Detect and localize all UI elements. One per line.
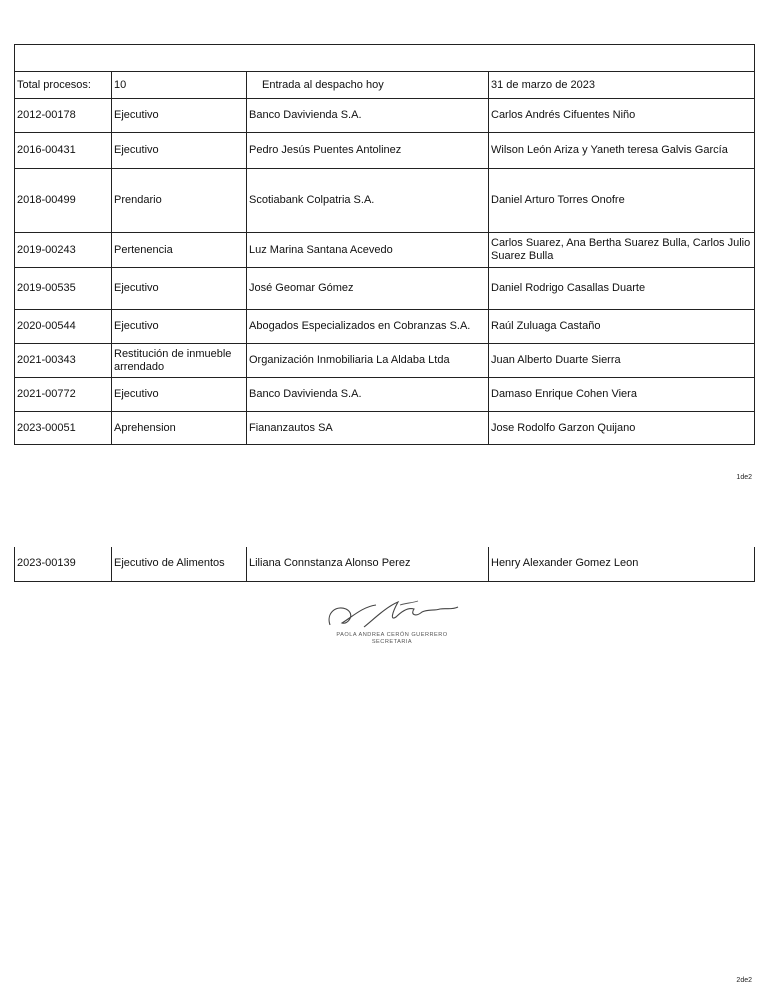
cell-clase: Pertenencia: [112, 233, 247, 268]
table-row: [15, 344, 755, 378]
cell-demandante: Banco Davivienda S.A.: [247, 99, 489, 133]
cell-clase: Ejecutivo: [112, 133, 247, 169]
cell-demandante: Organización Inmobiliaria La Aldaba Ltda: [247, 344, 489, 378]
total-label: Total procesos:: [15, 72, 112, 99]
cell-demandado: Henry Alexander Gomez Leon: [489, 547, 755, 581]
cell-clase: Prendario: [112, 169, 247, 233]
page-number: 2de2: [736, 977, 752, 984]
cell-demandante: Pedro Jesús Puentes Antolinez: [247, 133, 489, 169]
table-row: [15, 233, 755, 268]
cell-demandante: Banco Davivienda S.A.: [247, 378, 489, 412]
cell-demandado: Jose Rodolfo Garzon Quijano: [489, 412, 755, 445]
cell-radicado: 2020-00544: [15, 310, 112, 344]
cell-demandado: Wilson León Ariza y Yaneth teresa Galvis García: [489, 133, 755, 169]
summary-row: [15, 72, 755, 99]
cell-radicado: 2019-00535: [15, 268, 112, 310]
table-row: [15, 133, 755, 169]
cell-demandante: Fiananzautos SA: [247, 412, 489, 445]
cell-clase: Ejecutivo: [112, 99, 247, 133]
cell-clase: Ejecutivo de Alimentos: [112, 547, 247, 581]
cell-demandado: Daniel Arturo Torres Onofre: [489, 169, 755, 233]
cell-clase: Ejecutivo: [112, 310, 247, 344]
table-row: [15, 169, 755, 233]
table-title-row: [15, 45, 755, 72]
cell-clase: Restitución de inmueble arrendado: [112, 344, 247, 378]
table-row: [15, 547, 755, 581]
total-value: 10: [112, 72, 247, 99]
signature-role: SECRETARIA: [371, 639, 413, 645]
signature-block: [302, 597, 482, 649]
table-row: [15, 412, 755, 445]
cell-demandante: Scotiabank Colpatria S.A.: [247, 169, 489, 233]
cell-demandante: Luz Marina Santana Acevedo: [247, 233, 489, 268]
handwritten-signature-icon: [302, 597, 482, 631]
table-row: [15, 378, 755, 412]
cell-radicado: 2016-00431: [15, 133, 112, 169]
cell-demandado: Raúl Zuluaga Castaño: [489, 310, 755, 344]
table-row: [15, 310, 755, 344]
cell-radicado: 2019-00243: [15, 233, 112, 268]
cell-demandado: Daniel Rodrigo Casallas Duarte: [489, 268, 755, 310]
cell-demandado: Juan Alberto Duarte Sierra: [489, 344, 755, 378]
cell-clase: Ejecutivo: [112, 268, 247, 310]
cell-demandante: Liliana Connstanza Alonso Perez: [247, 547, 489, 581]
process-table-page-1: [14, 44, 755, 445]
cell-radicado: 2021-00772: [15, 378, 112, 412]
cell-demandado: Damaso Enrique Cohen Viera: [489, 378, 755, 412]
cell-clase: Ejecutivo: [112, 378, 247, 412]
entrada-date: 31 de marzo de 2023: [489, 72, 755, 99]
cell-clase: Aprehension: [112, 412, 247, 445]
cell-demandante: José Geomar Gómez: [247, 268, 489, 310]
table-row: [15, 99, 755, 133]
cell-radicado: 2023-00139: [15, 547, 112, 581]
table-row: [15, 268, 755, 310]
cell-demandante: Abogados Especializados en Cobranzas S.A.: [247, 310, 489, 344]
cell-radicado: 2012-00178: [15, 99, 112, 133]
cell-demandado: Carlos Andrés Cifuentes Niño: [489, 99, 755, 133]
cell-radicado: 2023-00051: [15, 412, 112, 445]
cell-radicado: 2021-00343: [15, 344, 112, 378]
entrada-label: Entrada al despacho hoy: [247, 72, 489, 99]
page-number: 1de2: [736, 474, 752, 481]
cell-radicado: 2018-00499: [15, 169, 112, 233]
cell-demandado: Carlos Suarez, Ana Bertha Suarez Bulla, Carlos Julio Suarez Bulla: [489, 233, 755, 268]
signature-name: PAOLA ANDREA CERÓN GUERRERO: [336, 632, 448, 638]
process-table-page-2: [14, 547, 755, 582]
